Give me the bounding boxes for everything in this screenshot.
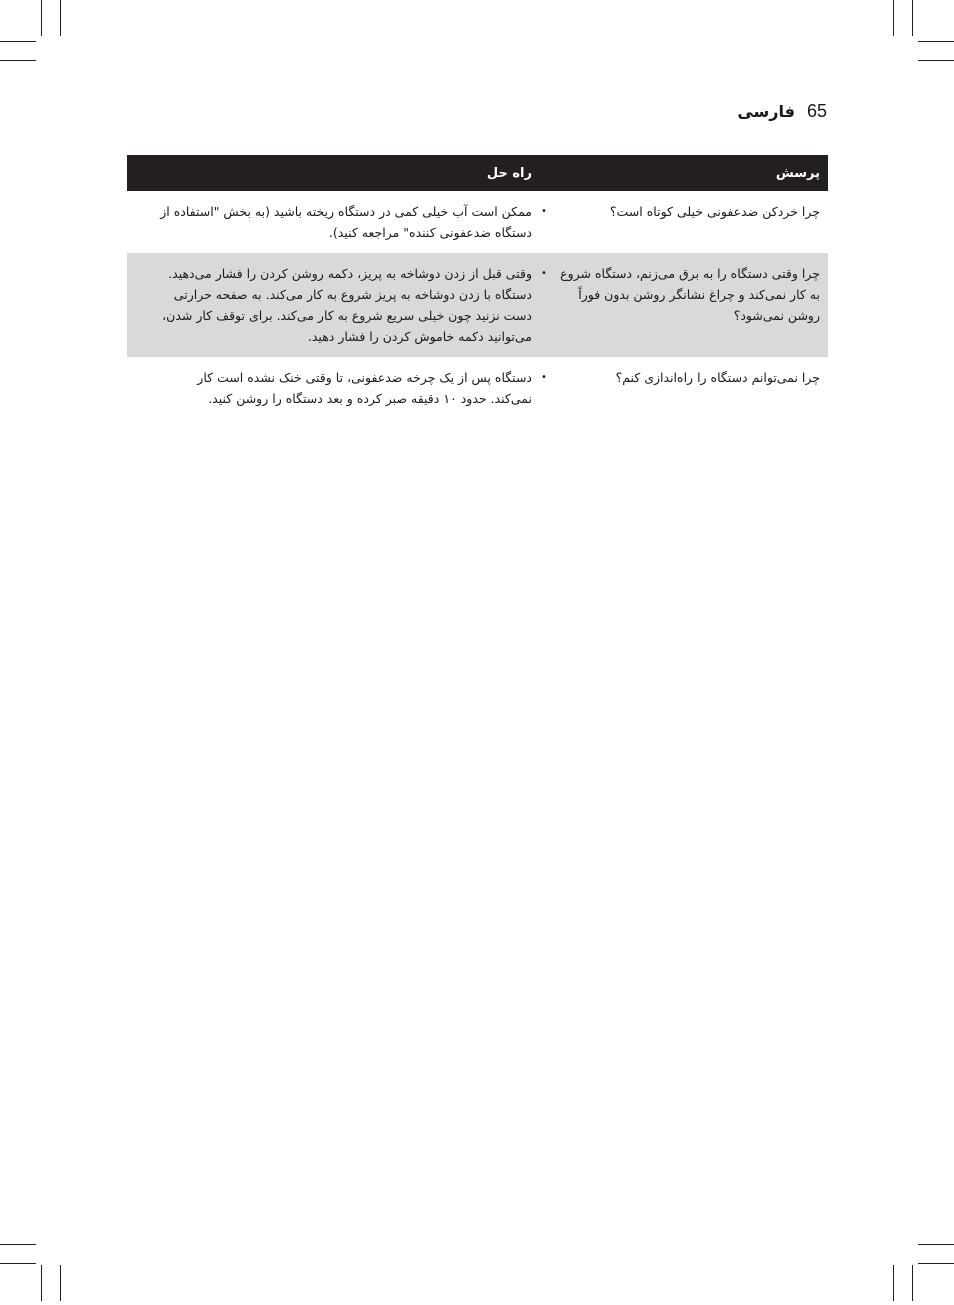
- solution-cell: ممکن است آب خیلی کمی در دستگاه ریخته باشید (به بخش "استفاده از دستگاه ضدعفونی کننده" مراجعه کنید).: [160, 204, 532, 240]
- crop-mark: [41, 1265, 42, 1301]
- crop-mark: [0, 1244, 36, 1245]
- solution-cell: دستگاه پس از یک چرخه ضدعفونی، تا وقتی خنک نشده است کار نمی‌کند. حدود ۱۰ دقیقه صبر کرده و بعد دستگاه را روشن کنید.: [197, 370, 532, 406]
- problem-cell: چرا خرد‌کن ضدعفونی خیلی کوتاه است؟: [609, 204, 820, 219]
- table-row: [127, 357, 828, 419]
- crop-mark: [0, 60, 36, 61]
- crop-mark: [41, 0, 42, 36]
- bullet: •: [541, 372, 547, 383]
- crop-mark: [0, 1263, 36, 1264]
- crop-mark: [60, 1265, 61, 1301]
- crop-mark: [912, 0, 913, 36]
- header-problem: پرسش: [775, 165, 820, 181]
- crop-mark: [918, 1244, 954, 1245]
- table-row: [127, 191, 828, 253]
- bullet: •: [541, 206, 547, 217]
- problem-cell: چرا وقتی دستگاه را به برق می‌زنم، دستگاه شروع به کار نمی‌کند و چراغ نشانگر روشن بدون فوراً روشن نمی‌شود؟: [560, 266, 820, 323]
- crop-mark: [0, 41, 36, 42]
- page-number: 65: [806, 101, 827, 121]
- page-header: [737, 101, 827, 122]
- header-solution: راه حل: [486, 165, 532, 181]
- crop-mark: [893, 0, 894, 36]
- problem-cell: چرا نمی‌توانم دستگاه را راه‌اندازی کنم؟: [615, 370, 820, 385]
- crop-mark: [912, 1265, 913, 1301]
- solution-cell: وقتی قبل از زدن دوشاخه به پریز، دکمه روشن کردن را فشار می‌دهید. دستگاه با زدن دوشاخه به پریز شروع به کار می‌کند. به صفحه حرارتی دست نزنید چون خیلی سریع شروع به کار می‌کند. برای توقف کار شدن، می‌توانید دکمه خاموش کردن را فشار دهید.: [162, 266, 532, 344]
- troubleshooting-table: [127, 155, 828, 419]
- crop-mark: [918, 60, 954, 61]
- bullet: •: [541, 268, 547, 279]
- crop-mark: [918, 41, 954, 42]
- crop-mark: [60, 0, 61, 36]
- table-header-row: [127, 155, 828, 191]
- table-row: [127, 253, 828, 357]
- crop-mark: [893, 1265, 894, 1301]
- page-language: فارسی: [737, 102, 795, 121]
- crop-mark: [918, 1263, 954, 1264]
